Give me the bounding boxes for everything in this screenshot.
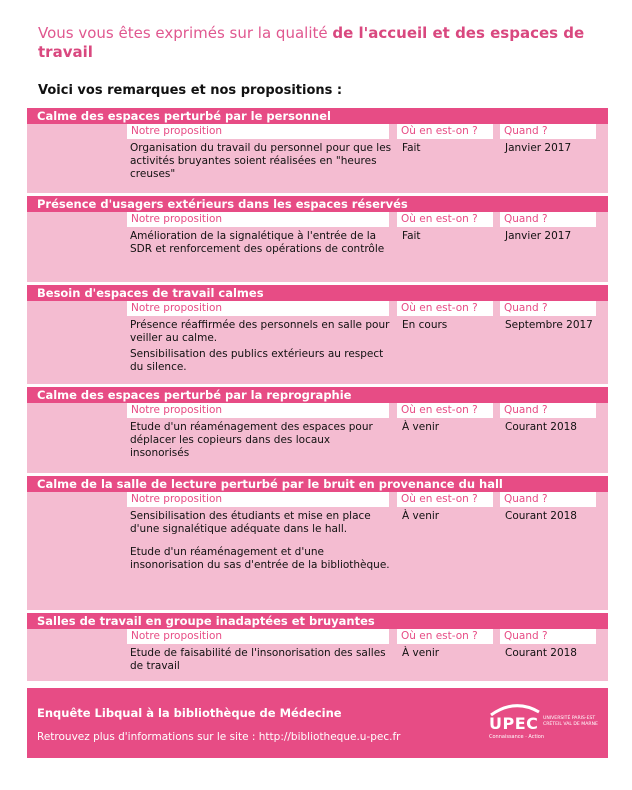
status-value: À venir — [402, 647, 440, 659]
column-headers — [27, 492, 608, 508]
intro-heading — [38, 24, 598, 62]
intro-highlight: de l'accueil et des espaces de travail — [38, 24, 585, 61]
proposition-paragraph: Sensibilisation des étudiants et mise en place d'une signalétique adéquate dans le hall. — [130, 510, 371, 535]
footer — [27, 688, 608, 758]
section-title: Présence d'usagers extérieurs dans les espaces réservés — [27, 196, 608, 212]
status-value: Fait — [402, 230, 421, 242]
logo-name: UPEC — [489, 714, 539, 733]
remark-section — [27, 285, 608, 387]
column-headers — [27, 629, 608, 645]
section-title: Salles de travail en groupe inadaptées et bruyantes — [27, 613, 608, 629]
proposition-paragraph: Amélioration de la signalétique à l'entrée de la SDR et renforcement des opérations de contrôle — [130, 230, 385, 255]
when-value: Courant 2018 — [505, 421, 577, 433]
proposition-header: Notre proposition — [127, 492, 389, 507]
status-header: Où en est-on ? — [397, 629, 493, 644]
status-header: Où en est-on ? — [397, 212, 493, 227]
when-value: Janvier 2017 — [505, 230, 572, 242]
proposition-header: Notre proposition — [127, 301, 389, 316]
status-value: À venir — [402, 510, 440, 522]
status-value: En cours — [402, 319, 448, 331]
section-title: Calme des espaces perturbé par la reprographie — [27, 387, 608, 403]
footer-survey: Enquête Libqual à la bibliothèque de Médecine — [37, 706, 342, 720]
proposition-paragraph: Sensibilisation des publics extérieurs au respect du silence. — [130, 348, 384, 373]
when-value: Courant 2018 — [505, 510, 577, 522]
remarks-list — [27, 108, 608, 684]
status-header: Où en est-on ? — [397, 492, 493, 507]
proposition-paragraph: Organisation du travail du personnel pour que les activités bruyantes soient réalisées en "heures creuses" — [130, 142, 392, 180]
column-headers — [27, 212, 608, 228]
column-headers — [27, 403, 608, 419]
proposition-text — [130, 510, 392, 575]
remark-section — [27, 108, 608, 196]
status-header: Où en est-on ? — [397, 403, 493, 418]
proposition-header: Notre proposition — [127, 212, 389, 227]
when-value: Janvier 2017 — [505, 142, 572, 154]
intro-prefix: Vous vous êtes exprimés sur la qualité — [38, 24, 333, 42]
section-title: Besoin d'espaces de travail calmes — [27, 285, 608, 301]
proposition-paragraph: Etude d'un réaménagement et d'une insonorisation du sas d'entrée de la bibliothèque. — [130, 546, 390, 571]
status-value: Fait — [402, 142, 421, 154]
upec-logo — [489, 702, 601, 746]
proposition-paragraph: Etude de faisabilité de l'insonorisation des salles de travail — [130, 647, 386, 672]
footer-more-info: Retrouvez plus d'informations sur le site : http://bibliotheque.u-pec.fr — [37, 731, 401, 743]
proposition-text — [130, 319, 392, 377]
when-header: Quand ? — [500, 403, 596, 418]
column-headers — [27, 301, 608, 317]
remark-section — [27, 196, 608, 285]
status-header: Où en est-on ? — [397, 301, 493, 316]
proposition-header: Notre proposition — [127, 403, 389, 418]
column-headers — [27, 124, 608, 140]
subtitle: Voici vos remarques et nos propositions : — [38, 83, 343, 98]
proposition-text — [130, 230, 392, 259]
proposition-header: Notre proposition — [127, 124, 389, 139]
remark-section — [27, 613, 608, 684]
when-header: Quand ? — [500, 212, 596, 227]
proposition-header: Notre proposition — [127, 629, 389, 644]
logo-university: UNIVERSITÉ PARIS-EST CRÉTEIL VAL DE MARNE — [543, 716, 598, 727]
when-value: Courant 2018 — [505, 647, 577, 659]
logo-tagline: Connaissance · Action — [489, 734, 545, 740]
remark-section — [27, 476, 608, 613]
when-header: Quand ? — [500, 492, 596, 507]
proposition-text — [130, 647, 392, 676]
proposition-text — [130, 142, 392, 184]
proposition-paragraph: Présence réaffirmée des personnels en salle pour veiller au calme. — [130, 319, 390, 344]
section-title: Calme de la salle de lecture perturbé par le bruit en provenance du hall — [27, 476, 608, 492]
status-header: Où en est-on ? — [397, 124, 493, 139]
when-header: Quand ? — [500, 301, 596, 316]
remark-section — [27, 387, 608, 476]
proposition-text — [130, 421, 392, 463]
when-header: Quand ? — [500, 629, 596, 644]
section-title: Calme des espaces perturbé par le personnel — [27, 108, 608, 124]
status-value: À venir — [402, 421, 440, 433]
proposition-paragraph: Etude d'un réaménagement des espaces pour déplacer les copieurs dans des locaux insonorisés — [130, 421, 373, 459]
when-value: Septembre 2017 — [505, 319, 593, 331]
when-header: Quand ? — [500, 124, 596, 139]
